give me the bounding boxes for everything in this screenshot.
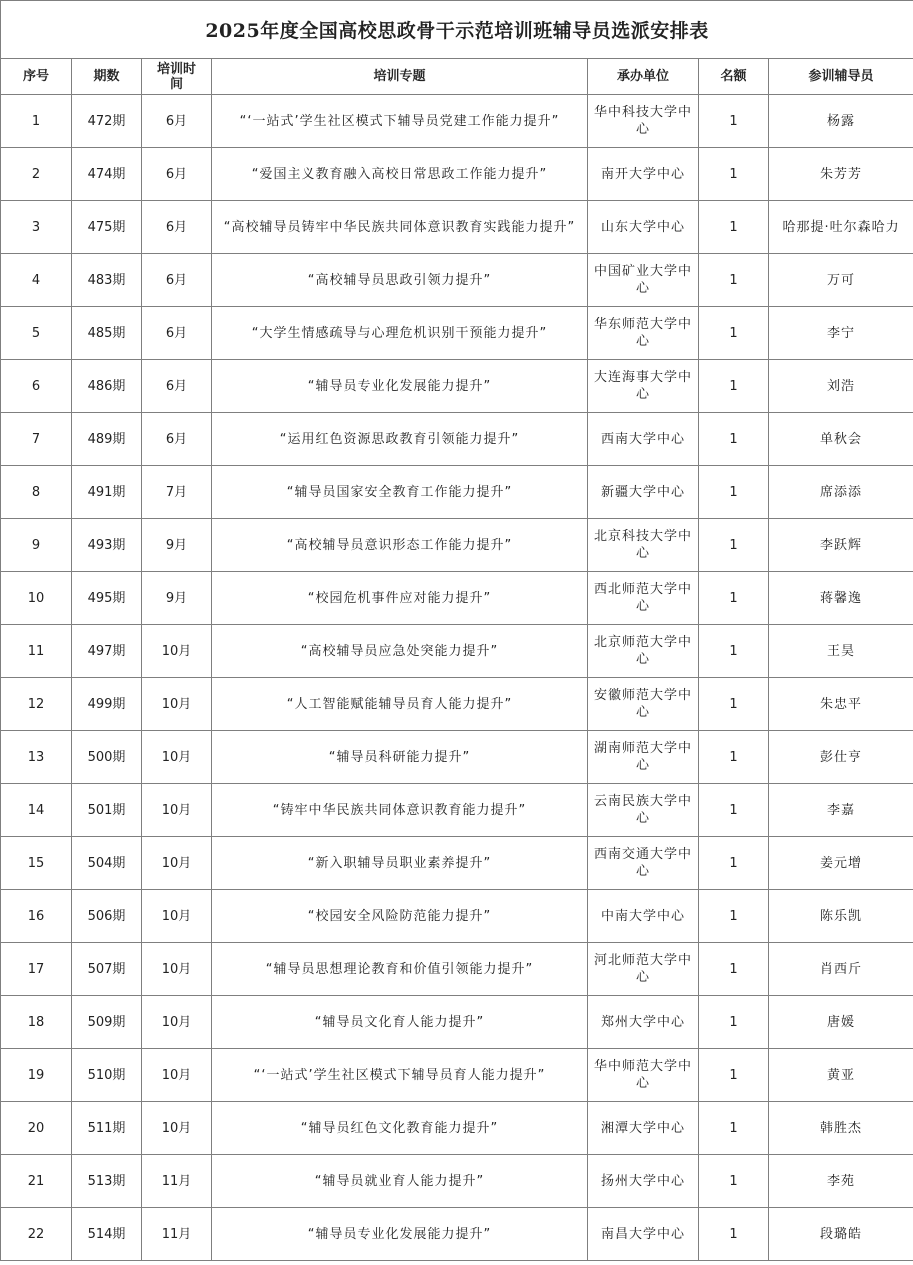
cell-index: 15 [1,837,72,890]
cell-index: 19 [1,1049,72,1102]
cell-time: 6月 [142,95,212,148]
title-row [1,1,913,59]
cell-quota: 1 [699,784,769,837]
cell-unit: 河北师范大学中心 [588,943,699,996]
cell-topic: “人工智能赋能辅导员育人能力提升” [212,678,588,731]
cell-time: 10月 [142,996,212,1049]
table-row [1,572,913,625]
header-period: 期数 [72,59,142,95]
cell-time: 9月 [142,572,212,625]
cell-period: 475期 [72,201,142,254]
cell-counselor: 彭仕亨 [769,731,913,784]
table-row [1,943,913,996]
cell-topic: “辅导员专业化发展能力提升” [212,1208,588,1261]
cell-topic: “铸牢中华民族共同体意识教育能力提升” [212,784,588,837]
table-row [1,201,913,254]
cell-period: 483期 [72,254,142,307]
cell-unit: 华中师范大学中心 [588,1049,699,1102]
cell-topic: “‘一站式’学生社区模式下辅导员育人能力提升” [212,1049,588,1102]
cell-counselor: 李苑 [769,1155,913,1208]
cell-time: 6月 [142,307,212,360]
cell-period: 504期 [72,837,142,890]
cell-period: 499期 [72,678,142,731]
cell-time: 10月 [142,837,212,890]
page-title: 2025年度全国高校思政骨干示范培训班辅导员选派安排表 [1,1,913,59]
table-row [1,678,913,731]
header-topic: 培训专题 [212,59,588,95]
cell-index: 8 [1,466,72,519]
cell-topic: “辅导员红色文化教育能力提升” [212,1102,588,1155]
cell-unit: 郑州大学中心 [588,996,699,1049]
cell-quota: 1 [699,254,769,307]
cell-unit: 中南大学中心 [588,890,699,943]
cell-counselor: 陈乐凯 [769,890,913,943]
cell-unit: 南昌大学中心 [588,1208,699,1261]
cell-counselor: 黄亚 [769,1049,913,1102]
cell-counselor: 朱忠平 [769,678,913,731]
header-index: 序号 [1,59,72,95]
cell-time: 6月 [142,148,212,201]
cell-counselor: 肖西斤 [769,943,913,996]
cell-time: 7月 [142,466,212,519]
cell-period: 491期 [72,466,142,519]
cell-period: 472期 [72,95,142,148]
cell-index: 14 [1,784,72,837]
table-row [1,625,913,678]
cell-period: 485期 [72,307,142,360]
table-row [1,731,913,784]
cell-counselor: 唐媛 [769,996,913,1049]
cell-counselor: 段璐皓 [769,1208,913,1261]
cell-period: 489期 [72,413,142,466]
cell-quota: 1 [699,148,769,201]
cell-period: 509期 [72,996,142,1049]
cell-time: 10月 [142,1102,212,1155]
cell-unit: 中国矿业大学中心 [588,254,699,307]
cell-quota: 1 [699,1102,769,1155]
cell-counselor: 席添添 [769,466,913,519]
cell-time: 10月 [142,731,212,784]
cell-index: 11 [1,625,72,678]
header-time: 培训时间 [142,59,212,95]
cell-quota: 1 [699,625,769,678]
cell-topic: “大学生情感疏导与心理危机识别干预能力提升” [212,307,588,360]
cell-unit: 扬州大学中心 [588,1155,699,1208]
cell-unit: 西南大学中心 [588,413,699,466]
cell-counselor: 姜元增 [769,837,913,890]
cell-unit: 湖南师范大学中心 [588,731,699,784]
cell-index: 16 [1,890,72,943]
table-row [1,784,913,837]
table-row [1,413,913,466]
cell-topic: “辅导员文化育人能力提升” [212,996,588,1049]
header-unit: 承办单位 [588,59,699,95]
cell-quota: 1 [699,943,769,996]
cell-index: 21 [1,1155,72,1208]
cell-topic: “辅导员专业化发展能力提升” [212,360,588,413]
table-row [1,1102,913,1155]
cell-counselor: 蒋馨逸 [769,572,913,625]
cell-period: 513期 [72,1155,142,1208]
cell-topic: “高校辅导员思政引领力提升” [212,254,588,307]
cell-unit: 新疆大学中心 [588,466,699,519]
cell-time: 10月 [142,890,212,943]
table-row [1,307,913,360]
cell-period: 486期 [72,360,142,413]
cell-quota: 1 [699,307,769,360]
cell-index: 12 [1,678,72,731]
cell-counselor: 李跃辉 [769,519,913,572]
cell-time: 11月 [142,1155,212,1208]
cell-quota: 1 [699,996,769,1049]
cell-period: 497期 [72,625,142,678]
cell-counselor: 李嘉 [769,784,913,837]
cell-unit: 湘潭大学中心 [588,1102,699,1155]
cell-time: 6月 [142,254,212,307]
cell-index: 10 [1,572,72,625]
cell-index: 18 [1,996,72,1049]
cell-topic: “辅导员就业育人能力提升” [212,1155,588,1208]
cell-period: 495期 [72,572,142,625]
cell-quota: 1 [699,95,769,148]
cell-topic: “新入职辅导员职业素养提升” [212,837,588,890]
cell-period: 514期 [72,1208,142,1261]
cell-quota: 1 [699,519,769,572]
table-row [1,466,913,519]
table-row [1,890,913,943]
cell-index: 9 [1,519,72,572]
cell-time: 10月 [142,784,212,837]
cell-unit: 北京科技大学中心 [588,519,699,572]
cell-index: 3 [1,201,72,254]
cell-quota: 1 [699,1208,769,1261]
cell-counselor: 万可 [769,254,913,307]
cell-counselor: 刘浩 [769,360,913,413]
cell-time: 6月 [142,201,212,254]
cell-unit: 大连海事大学中心 [588,360,699,413]
cell-counselor: 王昊 [769,625,913,678]
cell-topic: “校园安全风险防范能力提升” [212,890,588,943]
cell-unit: 安徽师范大学中心 [588,678,699,731]
cell-time: 11月 [142,1208,212,1261]
table-row [1,837,913,890]
cell-counselor: 韩胜杰 [769,1102,913,1155]
cell-index: 5 [1,307,72,360]
header-row [1,59,913,95]
cell-quota: 1 [699,890,769,943]
cell-index: 13 [1,731,72,784]
cell-period: 474期 [72,148,142,201]
cell-quota: 1 [699,360,769,413]
cell-unit: 华东师范大学中心 [588,307,699,360]
cell-unit: 西南交通大学中心 [588,837,699,890]
cell-unit: 华中科技大学中心 [588,95,699,148]
cell-quota: 1 [699,1049,769,1102]
cell-period: 501期 [72,784,142,837]
table-row [1,1208,913,1261]
cell-index: 17 [1,943,72,996]
cell-index: 7 [1,413,72,466]
header-quota: 名额 [699,59,769,95]
table-row [1,996,913,1049]
cell-counselor: 单秋会 [769,413,913,466]
cell-period: 507期 [72,943,142,996]
cell-period: 500期 [72,731,142,784]
cell-topic: “运用红色资源思政教育引领能力提升” [212,413,588,466]
cell-quota: 1 [699,731,769,784]
cell-counselor: 杨露 [769,95,913,148]
table-row [1,1155,913,1208]
header-counselor: 参训辅导员 [769,59,913,95]
cell-time: 10月 [142,678,212,731]
cell-topic: “校园危机事件应对能力提升” [212,572,588,625]
cell-topic: “高校辅导员意识形态工作能力提升” [212,519,588,572]
cell-topic: “爱国主义教育融入高校日常思政工作能力提升” [212,148,588,201]
cell-counselor: 李宁 [769,307,913,360]
table-row [1,1049,913,1102]
cell-topic: “辅导员国家安全教育工作能力提升” [212,466,588,519]
table-row [1,519,913,572]
cell-index: 4 [1,254,72,307]
cell-topic: “‘一站式’学生社区模式下辅导员党建工作能力提升” [212,95,588,148]
cell-time: 6月 [142,360,212,413]
cell-topic: “辅导员思想理论教育和价值引领能力提升” [212,943,588,996]
cell-index: 1 [1,95,72,148]
cell-period: 511期 [72,1102,142,1155]
cell-time: 10月 [142,943,212,996]
table-row [1,148,913,201]
cell-time: 9月 [142,519,212,572]
cell-quota: 1 [699,413,769,466]
cell-unit: 南开大学中心 [588,148,699,201]
cell-quota: 1 [699,678,769,731]
cell-counselor: 朱芳芳 [769,148,913,201]
cell-topic: “高校辅导员应急处突能力提升” [212,625,588,678]
cell-quota: 1 [699,466,769,519]
table-row [1,95,913,148]
table-row [1,360,913,413]
cell-period: 506期 [72,890,142,943]
table-row [1,254,913,307]
cell-unit: 西北师范大学中心 [588,572,699,625]
cell-quota: 1 [699,1155,769,1208]
cell-index: 6 [1,360,72,413]
cell-index: 20 [1,1102,72,1155]
cell-unit: 云南民族大学中心 [588,784,699,837]
cell-quota: 1 [699,572,769,625]
cell-unit: 山东大学中心 [588,201,699,254]
cell-topic: “辅导员科研能力提升” [212,731,588,784]
cell-unit: 北京师范大学中心 [588,625,699,678]
cell-period: 493期 [72,519,142,572]
cell-time: 10月 [142,1049,212,1102]
cell-counselor: 哈那提·吐尔森哈力 [769,201,913,254]
cell-time: 10月 [142,625,212,678]
cell-quota: 1 [699,837,769,890]
cell-time: 6月 [142,413,212,466]
cell-topic: “高校辅导员铸牢中华民族共同体意识教育实践能力提升” [212,201,588,254]
cell-quota: 1 [699,201,769,254]
cell-period: 510期 [72,1049,142,1102]
cell-index: 22 [1,1208,72,1261]
cell-index: 2 [1,148,72,201]
